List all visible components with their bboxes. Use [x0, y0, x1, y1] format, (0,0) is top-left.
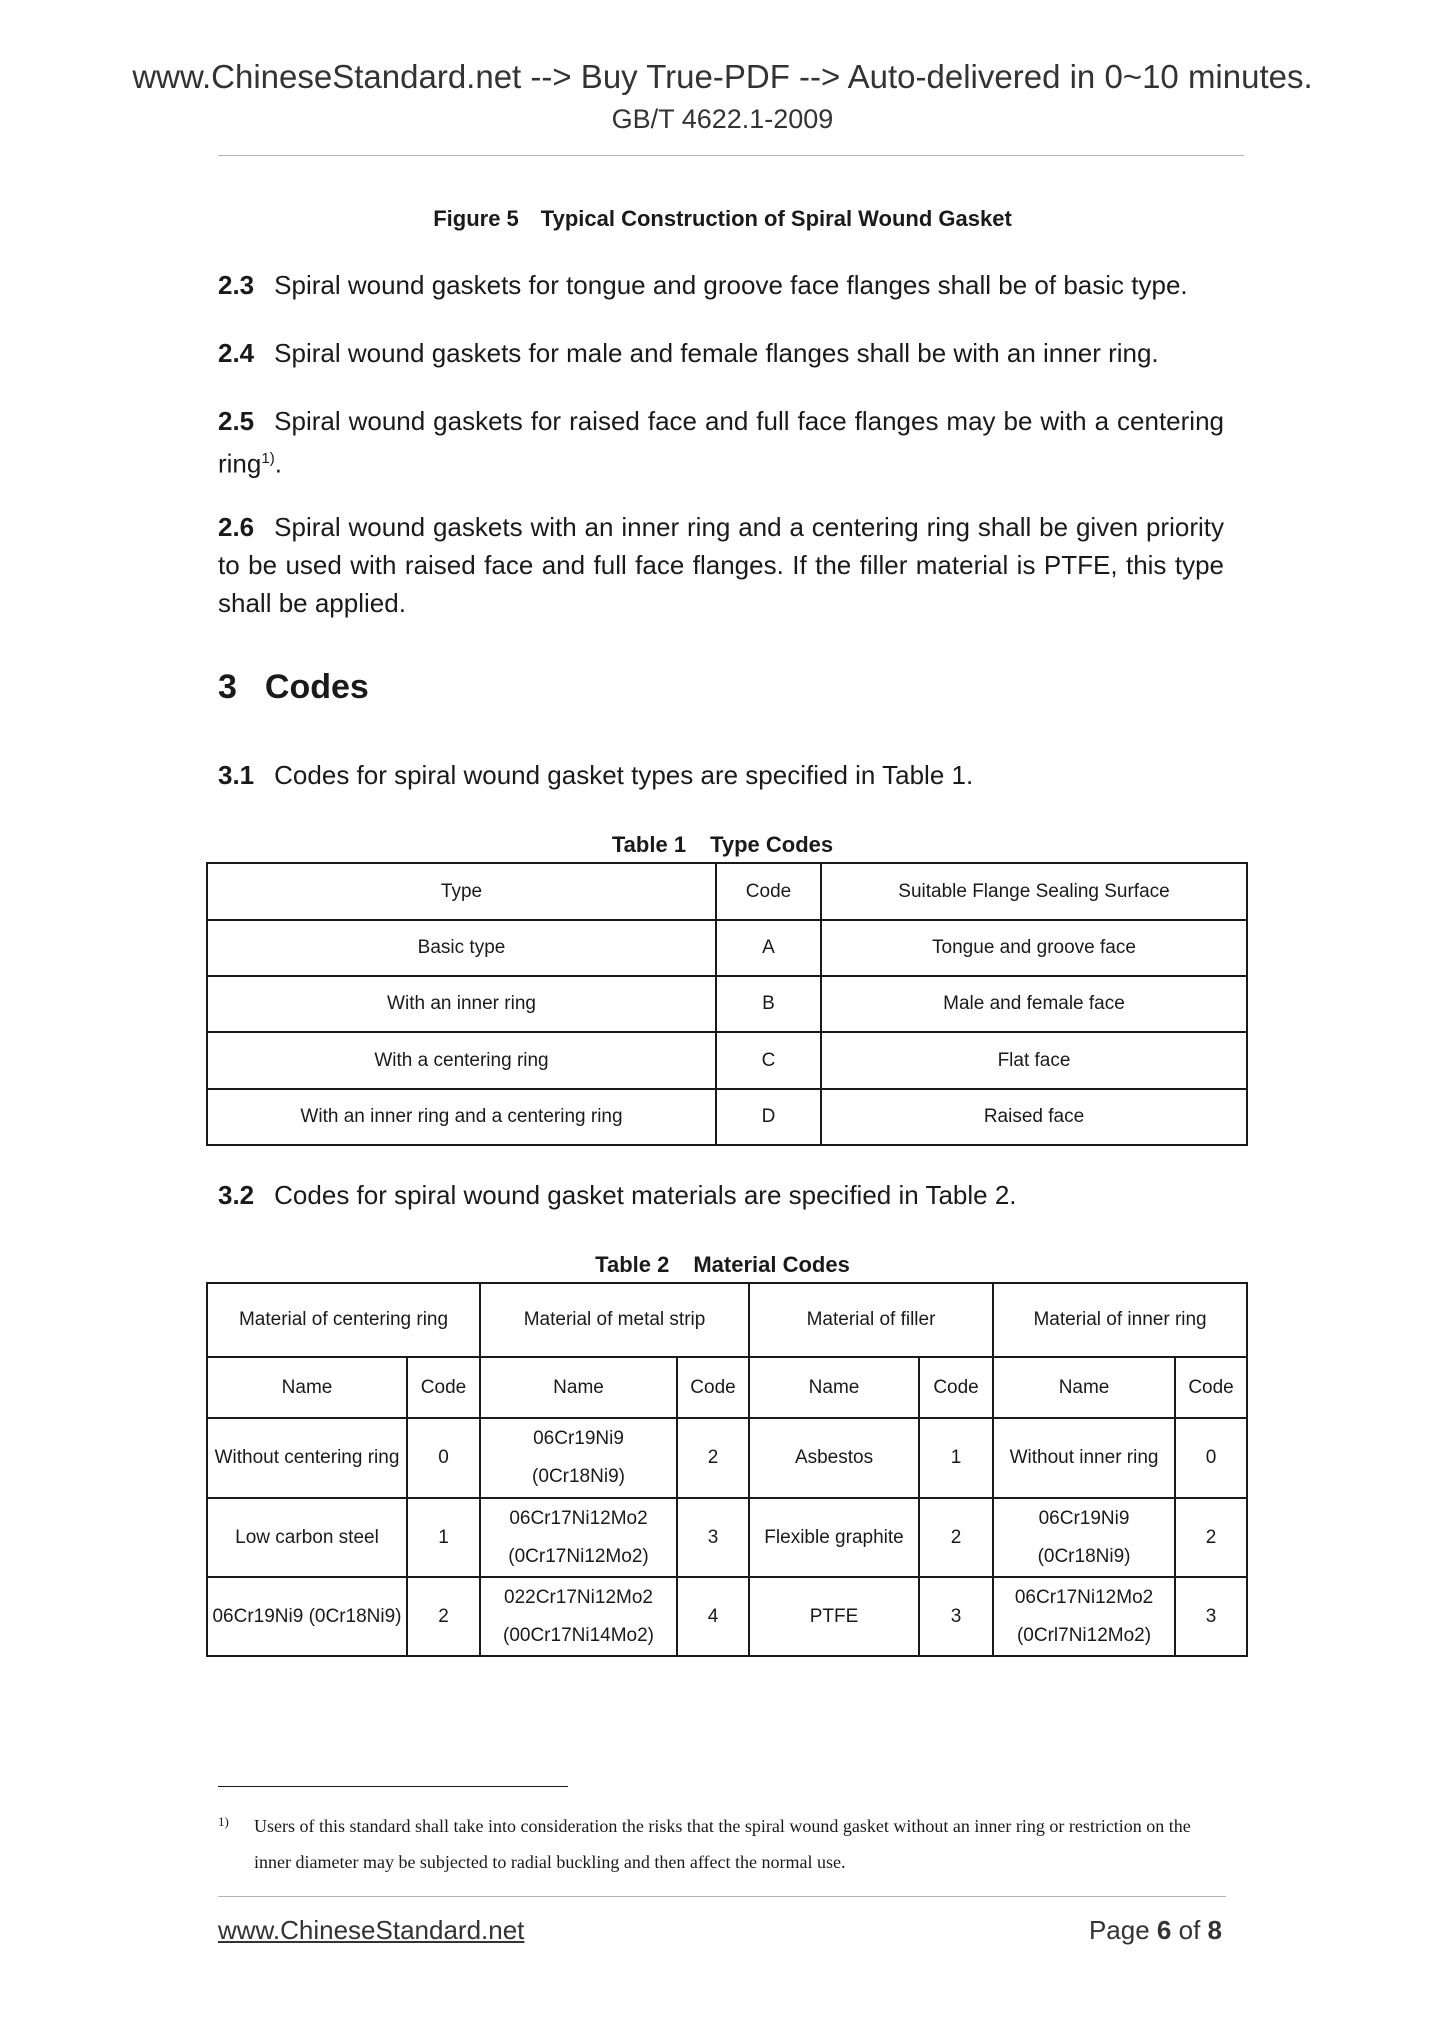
table-header-cell: Material of filler [749, 1283, 993, 1357]
table-cell: Asbestos [749, 1418, 919, 1498]
table-row [207, 1032, 1247, 1089]
clause-text: Codes for spiral wound gasket materials are specified in Table 2. [274, 1180, 1017, 1210]
table-header-cell: Name [480, 1357, 677, 1418]
footnote-ref: 1) [261, 450, 275, 467]
table-cell: 06Cr19Ni9 (0Cr18Ni9) [993, 1498, 1175, 1577]
table-row [207, 1498, 1247, 1577]
table-cell: 0 [407, 1418, 480, 1498]
clause-3-2 [218, 1176, 1224, 1214]
table2-caption [0, 1252, 1445, 1278]
table-header-cell: Code [677, 1357, 749, 1418]
table-header-cell: Suitable Flange Sealing Surface [821, 863, 1247, 920]
table-cell: Without centering ring [207, 1418, 407, 1498]
table-cell: Tongue and groove face [821, 920, 1247, 976]
footer-site-link[interactable]: www.ChineseStandard.net [218, 1915, 525, 1945]
table-cell: 2 [677, 1418, 749, 1498]
page-total: 8 [1207, 1915, 1222, 1945]
clause-number: 2.3 [218, 270, 255, 300]
table-cell: C [716, 1032, 821, 1089]
table1-caption [0, 832, 1445, 858]
table-cell: Basic type [207, 920, 716, 976]
table-cell: 4 [677, 1577, 749, 1656]
table-header-cell: Code [1175, 1357, 1247, 1418]
table-cell: 2 [1175, 1498, 1247, 1577]
clause-3-1 [218, 756, 1224, 794]
clause-2-4 [218, 334, 1224, 372]
table-header-cell: Type [207, 863, 716, 920]
table-cell: 2 [407, 1577, 480, 1656]
table-row [207, 976, 1247, 1032]
table-cell: 06Cr19Ni9 (0Cr18Ni9) [480, 1418, 677, 1498]
table-cell: 2 [919, 1498, 993, 1577]
page-prefix: Page [1088, 1915, 1150, 1945]
table-cell: 06Cr17Ni12Mo2 (0Cr17Ni12Mo2) [480, 1498, 677, 1577]
table-cell: With a centering ring [207, 1032, 716, 1089]
table-header-cell: Material of inner ring [993, 1283, 1247, 1357]
table-cell: Raised face [821, 1089, 1247, 1145]
section-title: Codes [264, 668, 369, 706]
header-banner: www.ChineseStandard.net --> Buy True-PDF --> Auto-delivered in 0~10 minutes. [132, 58, 1313, 95]
table-header-cell: Material of centering ring [207, 1283, 480, 1357]
table-cell: 1 [919, 1418, 993, 1498]
footnote [218, 1808, 1228, 1880]
table-subheader-row [207, 1357, 1247, 1418]
table-cell: Flat face [821, 1032, 1247, 1089]
table-cell: Without inner ring [993, 1418, 1175, 1498]
table-cell: Flexible graphite [749, 1498, 919, 1577]
table-header-cell: Name [993, 1357, 1175, 1418]
table-cell: PTFE [749, 1577, 919, 1656]
table-group-header-row [207, 1283, 1247, 1357]
clause-number: 3.2 [218, 1180, 255, 1210]
table-header-cell: Code [919, 1357, 993, 1418]
clause-end-punct: . [274, 448, 282, 479]
page-number: 6 [1156, 1915, 1172, 1945]
figure-caption [0, 206, 1445, 232]
table-label: Table 1 [611, 832, 687, 857]
clause-text: Spiral wound gaskets with an inner ring and a centering ring shall be given priority to be used with raised face and full face flanges. If the filler material is PTFE, this type shall be applied. [218, 512, 1224, 618]
footnote-divider [218, 1786, 568, 1787]
type-codes-table [206, 862, 1248, 1146]
table-header-cell: Material of metal strip [480, 1283, 749, 1357]
table-row [207, 920, 1247, 976]
table-cell: 1 [407, 1498, 480, 1577]
clause-text: Spiral wound gaskets for raised face and full face flanges may be with a centering ring [218, 406, 1224, 479]
table-row [207, 1418, 1247, 1498]
table-cell: 3 [1175, 1577, 1247, 1656]
table-title: Material Codes [693, 1252, 850, 1277]
table-cell: A [716, 920, 821, 976]
clause-text: Spiral wound gaskets for male and female flanges shall be with an inner ring. [274, 338, 1159, 368]
table-cell: 06Cr19Ni9 (0Cr18Ni9) [207, 1577, 407, 1656]
table-header-cell: Code [716, 863, 821, 920]
footnote-mark: 1) [218, 1814, 229, 1829]
table-header-row [207, 863, 1247, 920]
clause-2-6 [218, 508, 1224, 622]
clause-number: 2.5 [218, 406, 255, 436]
table-row [207, 1577, 1247, 1656]
figure-label: Figure 5 [433, 206, 519, 231]
section-heading [218, 668, 369, 707]
table-row [207, 1089, 1247, 1145]
table-header-cell: Name [207, 1357, 407, 1418]
clause-number: 3.1 [218, 760, 255, 790]
page-of: of [1178, 1915, 1201, 1945]
table-cell: 022Cr17Ni12Mo2 (00Cr17Ni14Mo2) [480, 1577, 677, 1656]
table-cell: With an inner ring [207, 976, 716, 1032]
standard-number: GB/T 4622.1-2009 [611, 104, 834, 134]
table-cell: D [716, 1089, 821, 1145]
clause-text: Codes for spiral wound gasket types are specified in Table 1. [274, 760, 974, 790]
clause-number: 2.4 [218, 338, 255, 368]
table-cell: 0 [1175, 1418, 1247, 1498]
footer-divider [218, 1896, 1226, 1897]
material-codes-table [206, 1282, 1248, 1657]
footnote-text: Users of this standard shall take into consideration the risks that the spiral wound gasket without an inner ring or restriction on the inner diameter may be subjected to radial buckling and then affect the normal use. [254, 1816, 1191, 1872]
table-cell: B [716, 976, 821, 1032]
clause-2-3 [218, 266, 1224, 304]
clause-2-5 [218, 402, 1224, 483]
table-cell: Low carbon steel [207, 1498, 407, 1577]
table-header-cell: Name [749, 1357, 919, 1418]
figure-title: Typical Construction of Spiral Wound Gasket [540, 206, 1012, 231]
table-cell: 3 [919, 1577, 993, 1656]
clause-number: 2.6 [218, 512, 255, 542]
page-indicator [1089, 1915, 1222, 1946]
header-divider [218, 155, 1244, 156]
table-cell: Male and female face [821, 976, 1247, 1032]
table-cell: 3 [677, 1498, 749, 1577]
table-cell: 06Cr17Ni12Mo2 (0Crl7Ni12Mo2) [993, 1577, 1175, 1656]
table-header-cell: Code [407, 1357, 480, 1418]
table-cell: With an inner ring and a centering ring [207, 1089, 716, 1145]
table-title: Type Codes [710, 832, 834, 857]
section-number: 3 [218, 668, 237, 706]
clause-text: Spiral wound gaskets for tongue and groove face flanges shall be of basic type. [274, 270, 1188, 300]
table-label: Table 2 [595, 1252, 670, 1277]
